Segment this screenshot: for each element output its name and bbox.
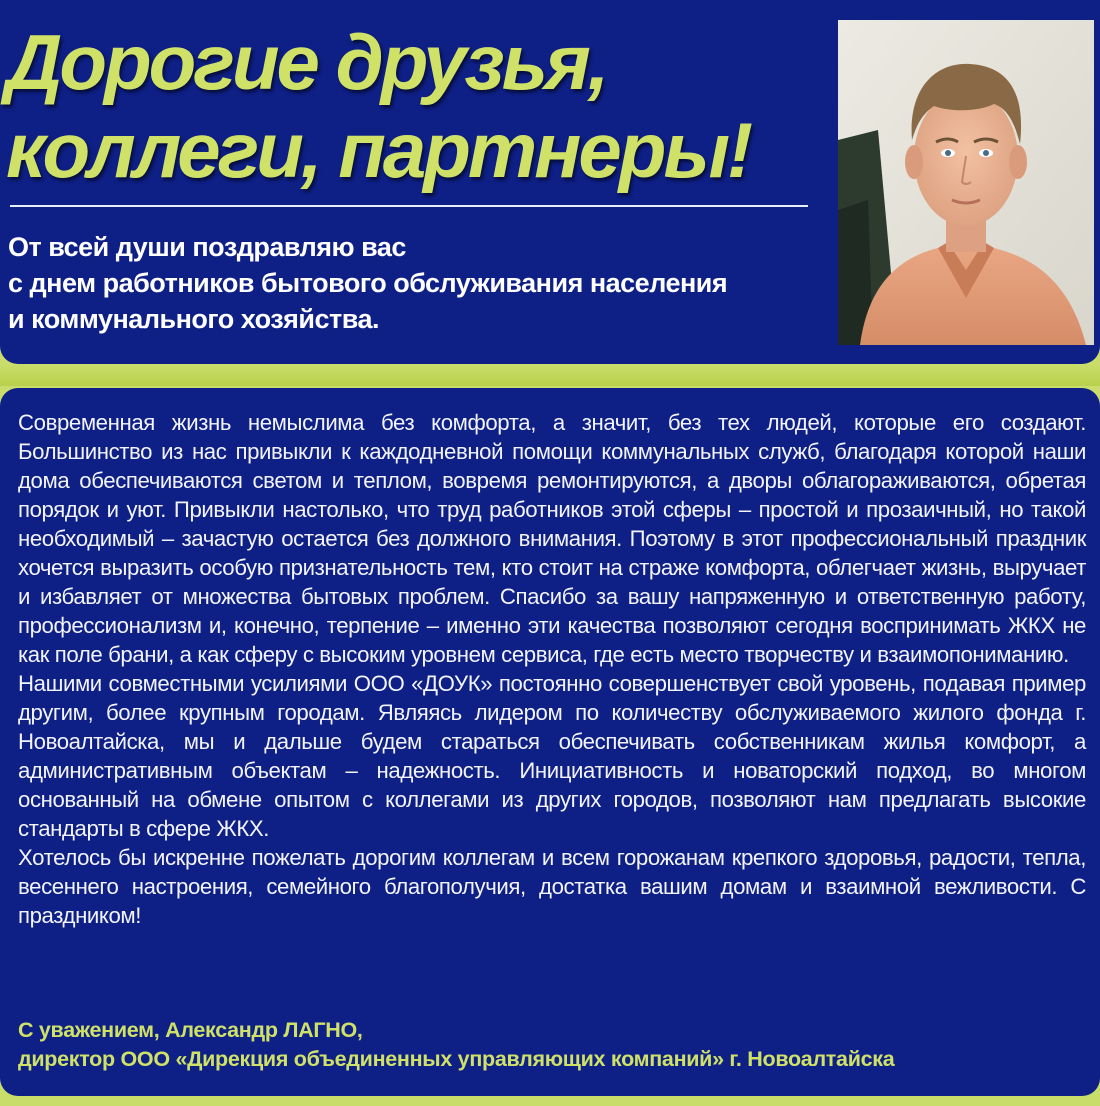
green-band <box>0 364 1100 386</box>
headline-line-1: Дорогие друзья, <box>6 18 607 106</box>
letter-paragraph-1: Современная жизнь немыслима без комфорта, а значит, без тех людей, которые его создают. Большинство из нас привыкли к каждодневной помощи коммунальных служб, благодаря которой наши дома обеспечиваются светом и теплом, вовремя ремонтируются, а дворы облагораживаются, обретая порядок и уют. Привыкли настолько, что труд работников этой сферы – простой и прозаичный, но такой необходимый – зачастую остается без должного внимания. Поэтому в этот профессиональный праздник хочется выразить особую признательность тем, кто стоит на страже комфорта, облегчает жизнь, выручает и избавляет от множества бытовых проблем. Спасибо за вашу напряженную и ответственную работу, профессионализм и, конечно, терпение – именно эти качества позволяют сегодня воспринимать ЖКХ не как поле брани, а как сферу с высоким уровнем сервиса, где есть место творчеству и взаимопониманию. <box>18 410 1086 667</box>
signature <box>18 1016 1086 1074</box>
subtitle-line-3: и коммунального хозяйства. <box>8 304 380 334</box>
subtitle-line-2: с днем работников бытового обслуживания населения <box>8 268 728 298</box>
letter-body <box>18 408 1086 930</box>
letter-panel <box>0 388 1100 1096</box>
headline <box>6 18 826 194</box>
headline-line-2: коллеги, партнеры! <box>6 106 750 194</box>
header-divider <box>10 205 808 207</box>
greeting-subtitle <box>8 229 828 337</box>
subtitle-line-1: От всей души поздравляю вас <box>8 232 406 262</box>
letter-paragraph-3: Хотелось бы искренне пожелать дорогим коллегам и всем горожанам крепкого здоровья, радости, тепла, весеннего настроения, семейного благополучия, достатка вашим домам и взаимной вежливости. С праздником! <box>18 845 1086 928</box>
greeting-header-panel <box>0 0 1100 364</box>
signature-line-2: директор ООО «Дирекция объединенных управляющих компаний» г. Новоалтайска <box>18 1047 895 1071</box>
director-portrait-photo <box>838 20 1094 345</box>
signature-line-1: С уважением, Александр ЛАГНО, <box>18 1018 363 1042</box>
letter-paragraph-2: Нашими совместными усилиями ООО «ДОУК» постоянно совершенствует свой уровень, подавая пример другим, более крупным городам. Являясь лидером по количеству обслуживаемого жилого фонда г. Новоалтайска, мы и дальше будем стараться обеспечивать собственникам жилья комфорт, а административным объектам – надежность. Инициативность и новаторский подход, во многом основанный на обмене опытом с коллегами из других городов, позволяют нам предлагать высокие стандарты в сфере ЖКХ. <box>18 671 1086 841</box>
